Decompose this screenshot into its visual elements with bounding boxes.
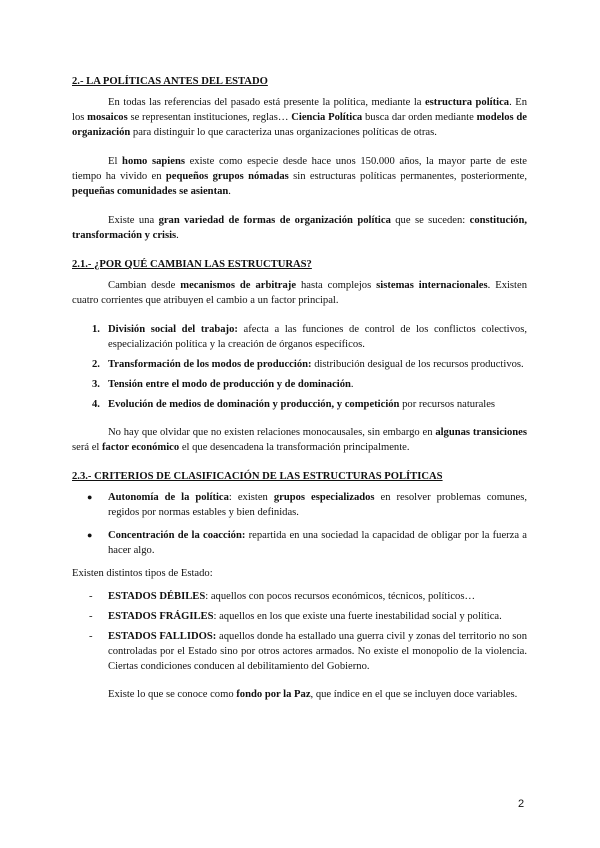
list-item: 2. Transformación de los modos de producción: distribución desigual de los recursos productivos. bbox=[92, 359, 524, 370]
list-item: - ESTADOS DÉBILES: aquellos con pocos recursos económicos, técnicos, políticos… bbox=[89, 591, 476, 602]
bullet-icon: ● bbox=[87, 530, 93, 540]
list-item: 3. Tensión entre el modo de producción y de dominación. bbox=[92, 379, 354, 390]
list-item: - ESTADOS FRÁGILES: aquellos en los que existe una fuerte inestabilidad social y política. bbox=[89, 611, 502, 622]
list-item: 4. Evolución de medios de dominación y producción, y competición por recursos naturales bbox=[92, 399, 496, 410]
paragraph: Cambian desde mecanismos de arbitraje hasta complejos sistemas internacionales. Existen cuatro corrientes que atribuyen el cambio a un factor principal. bbox=[72, 280, 528, 306]
paragraph: Existe una gran variedad de formas de organización política que se suceden: constitución, transformación y crisis. bbox=[72, 215, 528, 241]
list-item: - ESTADOS FALLIDOS: aquellos donde ha estallado una guerra civil y zonas del territorio no son controladas por el Estado sino por otros actores armados. No existe el monopolio de la violencia. Ciertas condiciones conducen al debilitamiento del Gobierno. bbox=[89, 631, 527, 672]
dash-list bbox=[72, 589, 527, 674]
list-item: ● Autonomía de la política: existen grupos especializados en resolver problemas comunes, regidos por normas estables y bien definidas. bbox=[87, 492, 527, 518]
dash-icon: - bbox=[89, 631, 93, 642]
section-heading-2-3: 2.3.- CRITERIOS DE CLASIFICACIÓN DE LAS ESTRUCTURAS POLÍTICAS bbox=[72, 471, 443, 482]
paragraph: No hay que olvidar que no existen relaciones monocausales, sin embargo en algunas transiciones será el factor económico el que desencadena la transformación principalmente. bbox=[72, 427, 527, 453]
list-item: ● Concentración de la coacción: repartida en una sociedad la capacidad de obligar por la fuerza a hacer algo. bbox=[87, 530, 528, 556]
paragraph: El homo sapiens existe como especie desde hace unos 150.000 años, la mayor parte de este tiempo ha vivido en pequeños grupos nómadas sin estructuras políticas permanentes, posteriormente, pequeñas comunidades se asientan. bbox=[72, 156, 528, 197]
bullet-list bbox=[72, 490, 527, 558]
paragraph: Existe lo que se conoce como fondo por la Paz, que índice en el que se incluyen doce variables. bbox=[108, 689, 518, 700]
page-number: 2 bbox=[518, 798, 525, 810]
paragraph: En todas las referencias del pasado está presente la política, mediante la estructura política. En los mosaicos se representan instituciones, reglas… Ciencia Política busca dar orden mediante modelos de organización para distinguir lo que caracteriza unas organizaciones políticas de otras. bbox=[72, 97, 527, 138]
dash-icon: - bbox=[89, 591, 93, 602]
page-content bbox=[72, 74, 527, 702]
dash-icon: - bbox=[89, 611, 93, 622]
bullet-icon: ● bbox=[87, 492, 93, 502]
section-heading-2-1: 2.1.- ¿POR QUÉ CAMBIAN LAS ESTRUCTURAS? bbox=[72, 259, 312, 270]
list-item: 1. División social del trabajo: afecta a las funciones de control de los conflictos colectivos, especialización política y la creación de órganos específicos. bbox=[92, 324, 527, 350]
paragraph: Existen distintos tipos de Estado: bbox=[72, 568, 213, 579]
section-heading-2: 2.- LA POLÍTICAS ANTES DEL ESTADO bbox=[72, 76, 268, 87]
numbered-list bbox=[72, 322, 527, 412]
